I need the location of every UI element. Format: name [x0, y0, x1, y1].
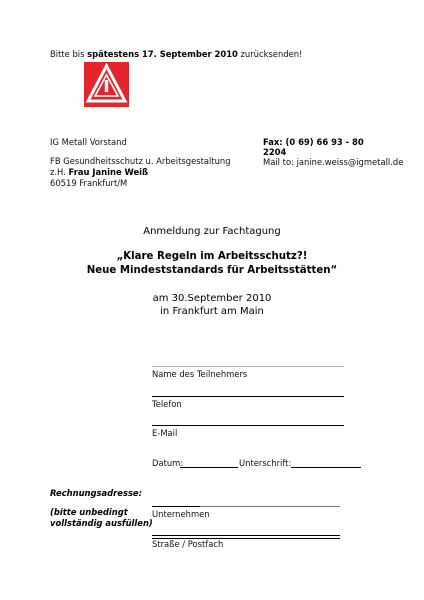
sender-city: 60519 Frankfurt/M	[50, 178, 128, 188]
deadline-text: spätestens 17. September 2010	[87, 49, 238, 59]
fax-number: Fax: (0 69) 66 93 - 80	[263, 137, 364, 147]
ig-metall-logo	[84, 62, 129, 107]
date-field[interactable]	[180, 467, 238, 468]
email-label: E-Mail	[152, 428, 178, 438]
ig-metall-logo-icon	[84, 62, 129, 107]
return-notice: Bitte bis spätestens 17. September 2010 zurücksenden!	[50, 49, 303, 59]
signature-field[interactable]	[291, 467, 361, 468]
participant-name-label: Name des Teilnehmers	[152, 369, 248, 379]
street-field-top[interactable]	[152, 535, 340, 536]
company-field-short[interactable]	[152, 506, 200, 507]
form-heading: Anmeldung zur Fachtagung	[143, 226, 281, 237]
sender-department: FB Gesundheitsschutz u. Arbeitsgestaltung	[50, 156, 231, 166]
billing-note-line2: vollständig ausfüllen)	[50, 518, 153, 528]
event-place: in Frankfurt am Main	[160, 306, 264, 317]
sender-org: IG Metall Vorstand	[50, 137, 127, 147]
fax-extension: 2204	[263, 147, 287, 157]
company-field[interactable]	[200, 506, 340, 507]
date-label: Datum:	[152, 458, 184, 468]
phone-label: Telefon	[152, 399, 182, 409]
participant-name-field[interactable]	[152, 396, 344, 397]
event-title-line2: Neue Mindeststandards für Arbeitsstätten“	[86, 265, 338, 276]
contact-person-name: Frau Janine Weiß	[68, 167, 149, 177]
sender-contact: z.H. Frau Janine Weiß	[50, 167, 149, 177]
mail-address: Mail to: janine.weiss@igmetall.de	[263, 157, 404, 167]
company-label: Unternehmen	[152, 509, 210, 519]
street-label: Straße / Postfach	[152, 539, 224, 549]
signature-label: Unterschrift:	[239, 458, 292, 468]
billing-address-label: Rechnungsadresse:	[50, 488, 142, 498]
event-title-line1: „Klare Regeln im Arbeitsschutz?!	[116, 251, 308, 262]
phone-field[interactable]	[152, 425, 344, 426]
billing-note-line1: (bitte unbedingt	[50, 507, 128, 517]
event-date: am 30.September 2010	[152, 293, 272, 304]
name-top-rule	[152, 366, 344, 367]
